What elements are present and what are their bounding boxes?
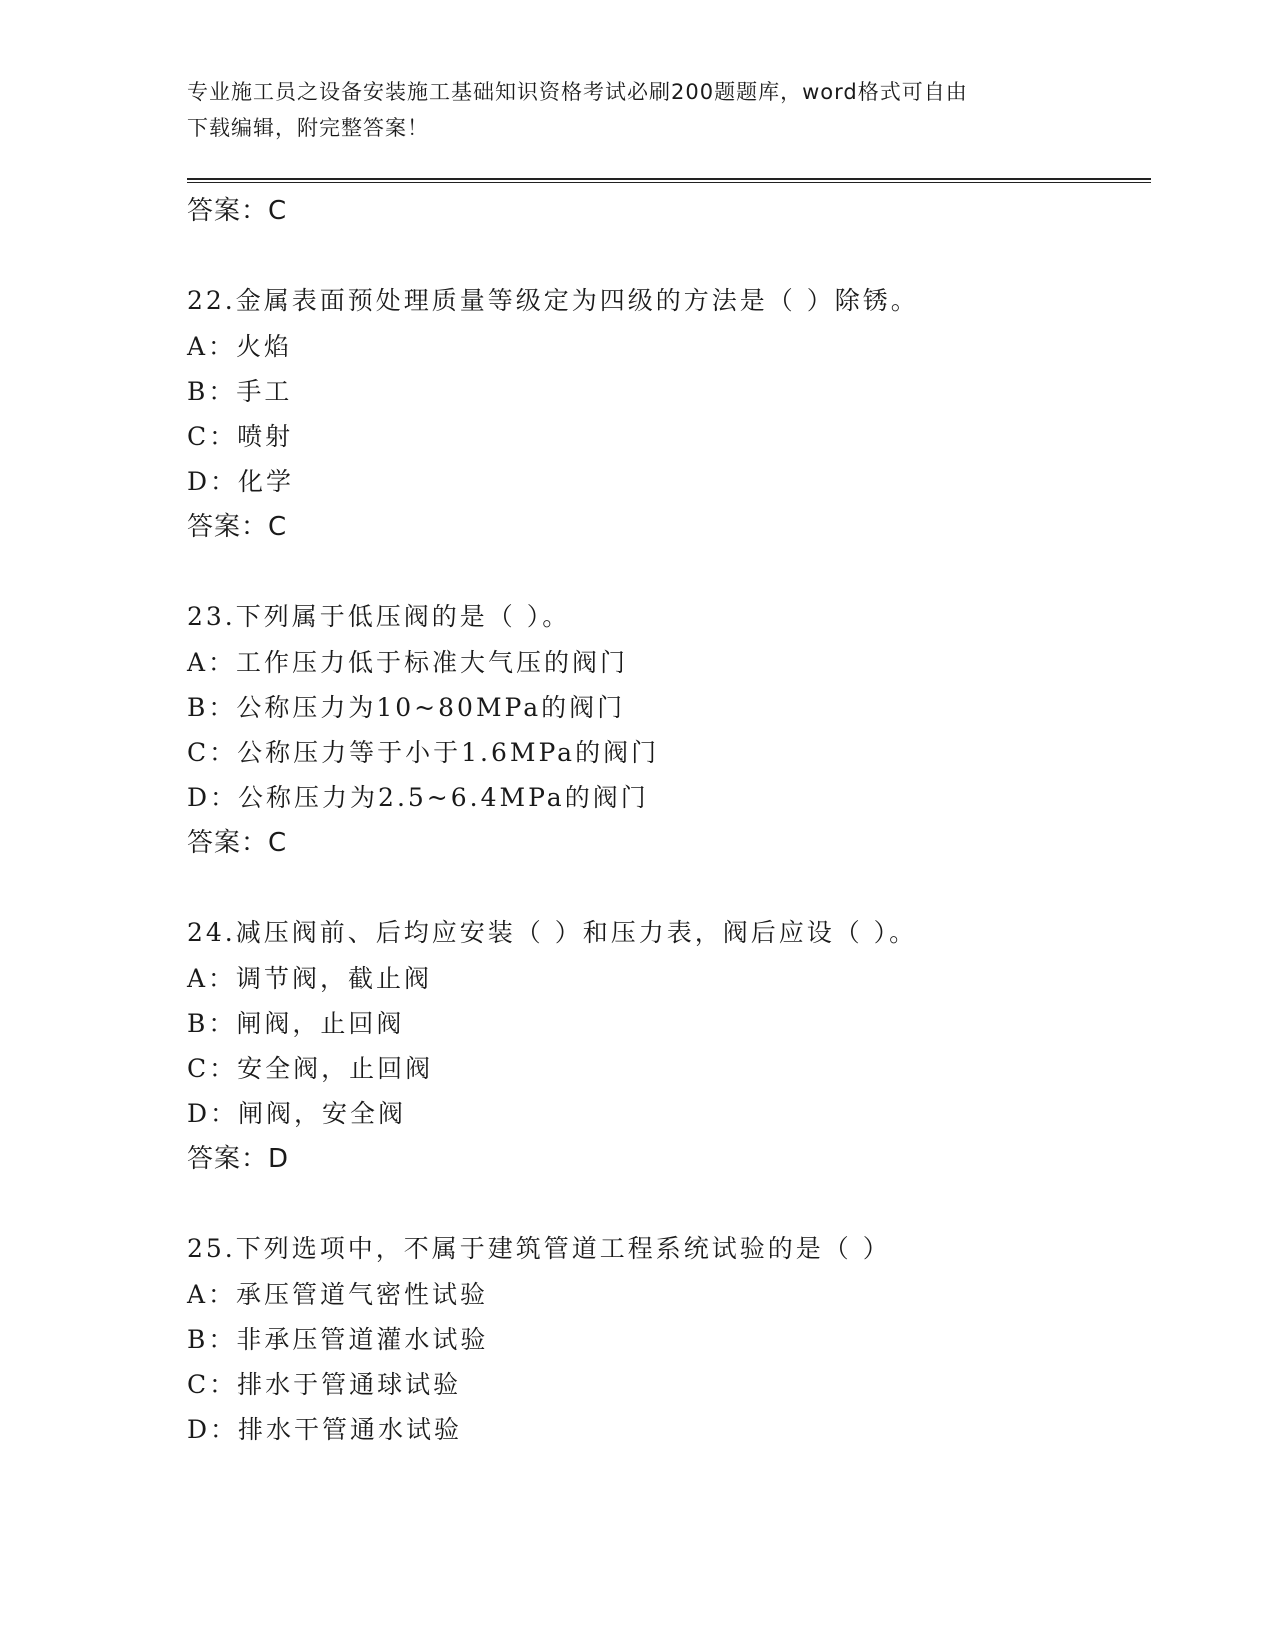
spacer [187,1182,1151,1226]
option-c: C：公称压力等于小于1.6MPa的阀门 [187,738,660,767]
question-stem: 23.下列属于低压阀的是（ ）。 [187,602,571,631]
option-d: D：闸阀，安全阀 [187,1099,407,1128]
question-23 [187,594,1151,866]
option-b: B：公称压力为10~80MPa的阀门 [187,693,626,722]
header-line-2: 下载编辑，附完整答案！ [187,116,429,140]
option-b: B：闸阀，止回阀 [187,1009,405,1038]
spacer [187,550,1151,594]
option-a: A：工作压力低于标准大气压的阀门 [187,648,629,677]
header-divider [187,178,1151,180]
question-stem: 25.下列选项中，不属于建筑管道工程系统试验的是（ ） [187,1234,891,1263]
header-line-1: 专业施工员之设备安装施工基础知识资格考试必刷200题题库，word格式可自由 [187,80,968,104]
option-c: C：排水于管通球试验 [187,1370,462,1399]
question-stem: 22.金属表面预处理质量等级定为四级的方法是（ ）除锈。 [187,286,919,315]
answer-line: 答案：C [187,512,288,542]
option-a: A：调节阀，截止阀 [187,964,433,993]
question-stem: 24.减压阀前、后均应安装（ ）和压力表，阀后应设（ ）。 [187,918,918,947]
option-d: D：排水干管通水试验 [187,1415,463,1444]
option-c: C：安全阀，止回阀 [187,1054,434,1083]
option-c: C：喷射 [187,422,294,451]
document-header [187,74,1067,146]
option-a: A：承压管道气密性试验 [187,1280,489,1309]
question-list [187,188,1151,1452]
question-24 [187,910,1151,1182]
previous-answer: 答案：C [187,196,288,226]
answer-line: 答案：D [187,1144,290,1174]
option-b: B：非承压管道灌水试验 [187,1325,489,1354]
question-22 [187,278,1151,550]
option-b: B：手工 [187,377,293,406]
spacer [187,866,1151,910]
header-divider-thin [187,182,1151,183]
option-d: D：公称压力为2.5~6.4MPa的阀门 [187,783,649,812]
option-a: A：火焰 [187,332,293,361]
question-25 [187,1226,1151,1452]
answer-line: 答案：C [187,828,288,858]
option-d: D：化学 [187,467,295,496]
spacer [187,234,1151,278]
